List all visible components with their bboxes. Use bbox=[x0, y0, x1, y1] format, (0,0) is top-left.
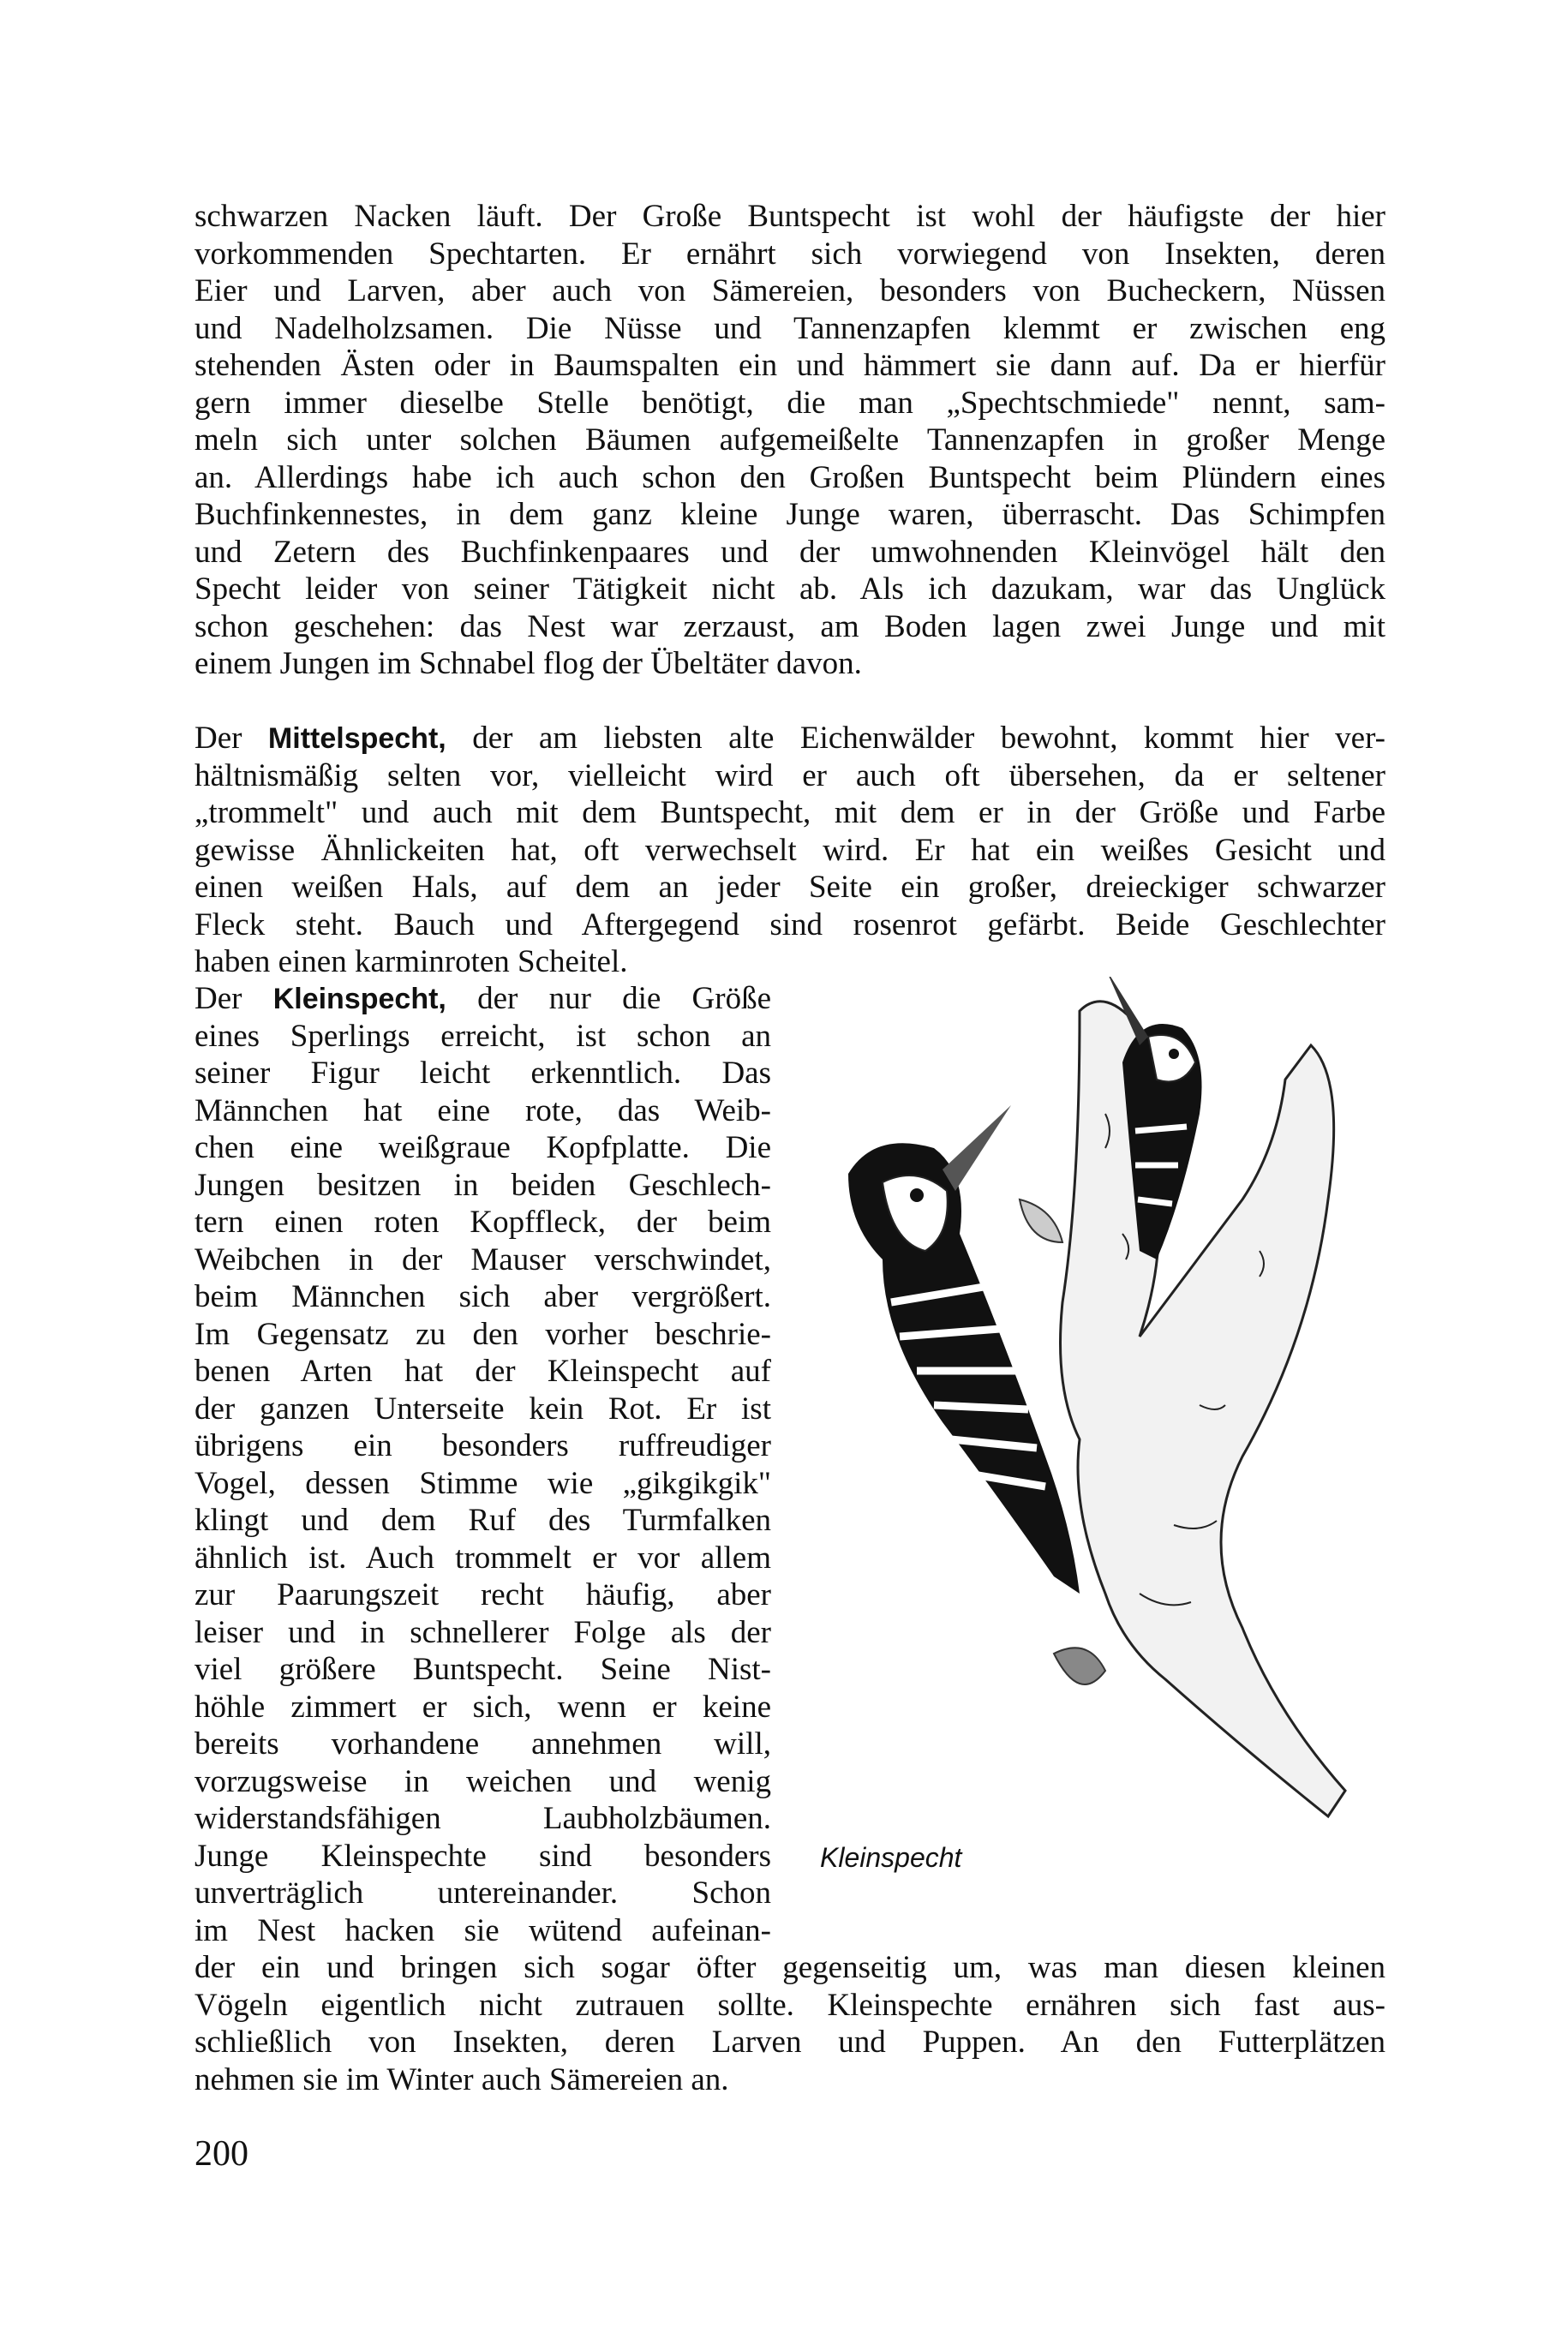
text-line: höhle zimmert er sich, wenn er keine bbox=[195, 1689, 771, 1725]
text-line: schließlich von Insekten, deren Larven und Puppen. An den Futterplätzen bbox=[195, 2025, 1385, 2060]
text-line: und Zetern des Buchfinkenpaares und der umwohnenden Kleinvögel hält den bbox=[195, 534, 1385, 570]
text-run: Der bbox=[195, 981, 273, 1016]
text-line: Männchen hat eine rote, das Weib- bbox=[195, 1092, 771, 1128]
text-line bbox=[195, 980, 771, 1018]
text-line: übrigens ein besonders ruffreudiger bbox=[195, 1428, 771, 1463]
text-line: nehmen sie im Winter auch Sämereien an. bbox=[195, 2061, 729, 2097]
text-line: unverträglich untereinander. Schon bbox=[195, 1875, 771, 1911]
tree-trunk bbox=[1061, 1002, 1346, 1816]
text-line: vorkommenden Spechtarten. Er ernährt sich vorwiegend von Insekten, deren bbox=[195, 236, 1385, 272]
text-line: hältnismäßig selten vor, vielleicht wird er auch oft übersehen, da er seltener bbox=[195, 757, 1385, 793]
text-line: beim Männchen sich aber vergrößert. bbox=[195, 1279, 771, 1314]
text-line: einen weißen Hals, auf dem an jeder Seite ein großer, dreieckiger schwarzer bbox=[195, 870, 1385, 905]
text-line: vorzugsweise in weichen und wenig bbox=[195, 1763, 771, 1799]
text-line: Jungen besitzen in beiden Geschlech- bbox=[195, 1167, 771, 1203]
text-line: Vögeln eigentlich nicht zutrauen sollte. Kleinspechte ernähren sich fast aus- bbox=[195, 1987, 1385, 2023]
text-line: viel größere Buntspecht. Seine Nist- bbox=[195, 1652, 771, 1687]
text-line: leiser und in schnellerer Folge als der bbox=[195, 1614, 771, 1650]
page-number: 200 bbox=[195, 2134, 248, 2174]
text-line: gern immer dieselbe Stelle benötigt, die man „Spechtschmiede" nennt, sam- bbox=[195, 385, 1385, 421]
text-line: chen eine weißgraue Kopfplatte. Die bbox=[195, 1130, 771, 1165]
text-run: Der bbox=[195, 721, 268, 756]
text-line: gewisse Ähnlickeiten hat, oft verwechselt wird. Er hat ein weißes Gesicht und bbox=[195, 832, 1385, 868]
paragraph-grosser-buntspecht bbox=[195, 198, 1385, 683]
text-line: schon geschehen: das Nest war zerzaust, am Boden lagen zwei Junge und mit bbox=[195, 608, 1385, 644]
text-line: im Nest hacken sie wütend aufeinan- bbox=[195, 1912, 771, 1948]
woodpecker-lower bbox=[848, 1105, 1080, 1594]
text-line: ähnlich ist. Auch trommelt er vor allem bbox=[195, 1540, 771, 1576]
figure-caption: Kleinspecht bbox=[820, 1842, 962, 1873]
text-line: Vogel, dessen Stimme wie „gikgikgik" bbox=[195, 1465, 771, 1501]
paragraph-mittelspecht bbox=[195, 720, 1385, 981]
text-line: bereits vorhandene annehmen will, bbox=[195, 1726, 771, 1762]
paragraph-kleinspecht bbox=[195, 980, 771, 1949]
text-line: eines Sperlings erreicht, ist schon an bbox=[195, 1018, 771, 1054]
text-line: Specht leider von seiner Tätigkeit nicht ab. Als ich dazukam, war das Unglück bbox=[195, 571, 1385, 607]
text-line: Fleck steht. Bauch und Aftergegend sind rosenrot gefärbt. Beide Geschlechter bbox=[195, 906, 1385, 942]
text-line: Eier und Larven, aber auch von Sämereien, besonders von Bucheckern, Nüssen bbox=[195, 273, 1385, 308]
text-line: meln sich unter solchen Bäumen aufgemeißelte Tannenzapfen in großer Menge bbox=[195, 422, 1385, 458]
text-line: haben einen karminroten Scheitel. bbox=[195, 944, 628, 979]
text-line: an. Allerdings habe ich auch schon den Großen Buntspecht beim Plündern eines bbox=[195, 459, 1385, 495]
text-run: der am liebsten alte Eichenwälder bewohnt, kommt hier ver- bbox=[446, 721, 1385, 756]
text-line: und Nadelholzsamen. Die Nüsse und Tannenzapfen klemmt er zwischen eng bbox=[195, 310, 1385, 346]
text-line: zur Paarungszeit recht häufig, aber bbox=[195, 1577, 771, 1612]
text-line: Junge Kleinspechte sind besonders bbox=[195, 1838, 771, 1874]
woodpecker-illustration bbox=[797, 977, 1397, 1833]
text-line bbox=[195, 720, 1385, 757]
text-line: Im Gegensatz zu den vorher beschrie- bbox=[195, 1316, 771, 1352]
text-line: benen Arten hat der Kleinspecht auf bbox=[195, 1354, 771, 1389]
term-kleinspecht: Kleinspecht, bbox=[272, 983, 446, 1015]
text-line: seiner Figur leicht erkenntlich. Das bbox=[195, 1056, 771, 1091]
text-line: Weibchen in der Mauser verschwindet, bbox=[195, 1241, 771, 1277]
paragraph-kleinspecht-continued bbox=[195, 1949, 1385, 2098]
text-line: widerstandsfähigen Laubholzbäumen. bbox=[195, 1801, 771, 1836]
term-mittelspecht: Mittelspecht, bbox=[267, 722, 446, 755]
text-line: schwarzen Nacken läuft. Der Große Buntspecht ist wohl der häufigste der hier bbox=[195, 199, 1385, 234]
text-line: der ein und bringen sich sogar öfter gegenseitig um, was man diesen kleinen bbox=[195, 1950, 1385, 1985]
text-line: einem Jungen im Schnabel flog der Übeltäter davon. bbox=[195, 646, 862, 681]
text-line: klingt und dem Ruf des Turmfalken bbox=[195, 1503, 771, 1538]
text-line: „trommelt" und auch mit dem Buntspecht, mit dem er in der Größe und Farbe bbox=[195, 795, 1385, 830]
text-line: stehenden Ästen oder in Baumspalten ein und hämmert sie dann auf. Da er hierfür bbox=[195, 348, 1385, 383]
text-run: der nur die Größe bbox=[446, 981, 772, 1016]
text-line: Buchfinkennestes, in dem ganz kleine Junge waren, überrascht. Das Schimpfen bbox=[195, 497, 1385, 532]
text-line: tern einen roten Kopffleck, der beim bbox=[195, 1205, 771, 1240]
text-line: der ganzen Unterseite kein Rot. Er ist bbox=[195, 1391, 771, 1427]
